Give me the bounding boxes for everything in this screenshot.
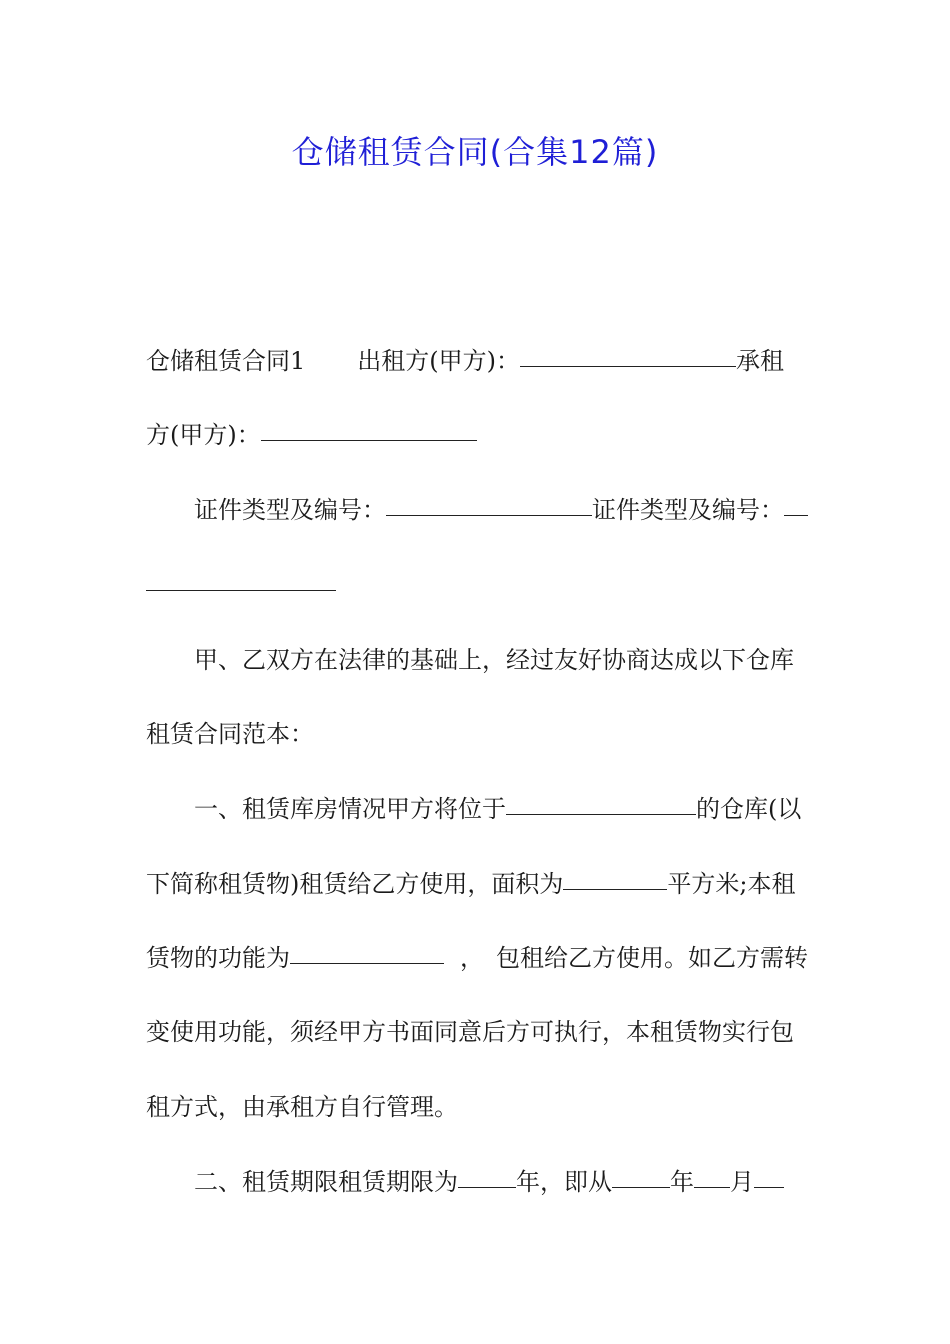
- text-line: [146, 343, 806, 379]
- fill-blank: [506, 790, 696, 815]
- text-run: 租赁合同范本：: [146, 720, 314, 748]
- text-line: [194, 1164, 806, 1200]
- section-heading: 仓储租赁合同1: [146, 347, 306, 375]
- fill-blank: [784, 491, 808, 516]
- text-run: 出租方(甲方)：: [357, 347, 521, 375]
- text-run: 方(甲方)：: [146, 421, 261, 449]
- text-run: 一、租赁库房情况甲方将位于: [194, 795, 506, 823]
- text-run: ，: [460, 944, 484, 972]
- text-line: [146, 1089, 806, 1125]
- text-run: 证件类型及编号：: [194, 496, 386, 524]
- text-run: 包租给乙方使用。如乙方需转: [496, 944, 808, 972]
- text-line: [194, 642, 806, 678]
- text-run: 承租: [736, 347, 785, 375]
- text-line: [194, 791, 806, 827]
- text-run: 平方米;本租: [667, 870, 796, 898]
- text-run: 年，即从: [516, 1168, 612, 1196]
- fill-blank: [290, 939, 444, 964]
- text-run: 变使用功能，须经甲方书面同意后方可执行，本租赁物实行包: [146, 1018, 794, 1046]
- text-line: [146, 866, 806, 902]
- text-run: 甲、乙双方在法律的基础上，经过友好协商达成以下仓库: [194, 646, 794, 674]
- text-line: [146, 417, 806, 453]
- text-line: [194, 492, 806, 528]
- text-run: 赁物的功能为: [146, 944, 290, 972]
- text-run: 下简称租赁物)租赁给乙方使用，面积为: [146, 870, 564, 898]
- fill-blank: [146, 566, 336, 591]
- text-run: 的仓库(以: [696, 795, 802, 823]
- document-title: 仓储租赁合同(合集12篇): [291, 133, 659, 171]
- text-line: [146, 567, 806, 603]
- fill-blank: [520, 342, 736, 367]
- fill-blank: [754, 1163, 784, 1188]
- text-run: 证件类型及编号：: [592, 496, 784, 524]
- text-run: 年: [670, 1168, 694, 1196]
- text-line: [146, 716, 806, 752]
- fill-blank: [694, 1163, 730, 1188]
- text-line: [146, 1014, 806, 1050]
- fill-blank: [458, 1163, 516, 1188]
- fill-blank: [612, 1163, 670, 1188]
- fill-blank: [563, 865, 667, 890]
- text-line: [146, 940, 806, 976]
- fill-blank: [261, 416, 477, 441]
- text-run: 二、租赁期限租赁期限为: [194, 1168, 458, 1196]
- text-run: 租方式，由承租方自行管理。: [146, 1093, 458, 1121]
- text-run: 月: [730, 1168, 754, 1196]
- fill-blank: [386, 491, 592, 516]
